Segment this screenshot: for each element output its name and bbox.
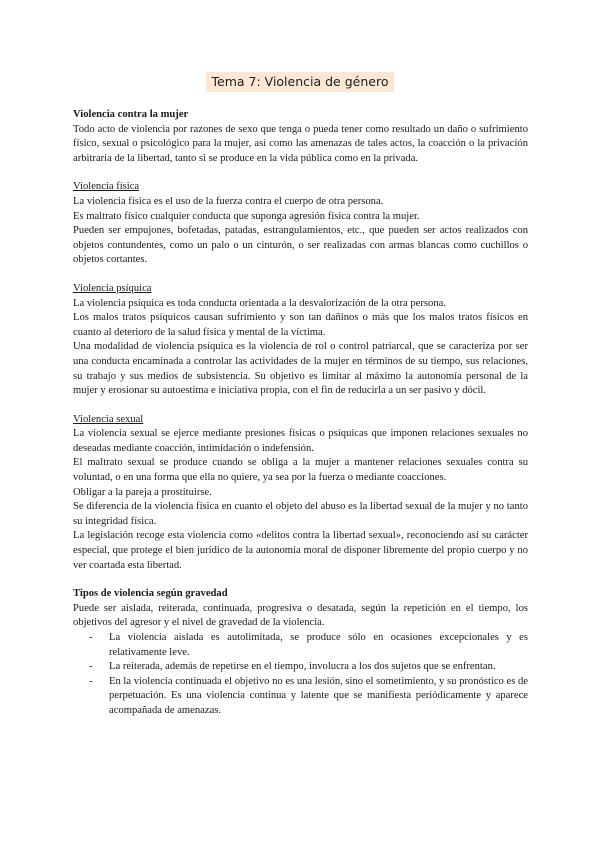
- bullet-marker: -: [89, 661, 93, 673]
- paragraph: La legislación recoge esta violencia como «delitos contra la libertad sexual», reconociendo así su carácter especial, que protege el bien jurídico de la autonomía moral de disponer libremente del propio cuerpo y no ver coartada esta libertad.: [73, 530, 528, 571]
- paragraph: Es maltrato físico cualquier conducta que suponga agresión física contra la mujer.: [73, 210, 420, 222]
- paragraph: Una modalidad de violencia psíquica es la violencia de rol o control patriarcal, que se caracteriza por ser una conducta encaminada a controlar las actividades de la mujer en términos de su tiempo, sus relaciones, su trabajo y sus medios de subsistencia. Su objetivo es limitar al máximo la autonomía personal de la mujer y erosionar su autoestima e iniciativa propia, con el fin de reducirla a un ser pasivo y dócil.: [73, 341, 528, 397]
- section-violencia-psiquica: [73, 282, 528, 399]
- paragraph: Se diferencia de la violencia física en cuanto el objeto del abuso es la libertad sexual de la mujer y no tanto su integridad física.: [73, 501, 528, 527]
- list-item: [73, 660, 528, 675]
- list-item-text: La reiterada, además de repetirse en el tiempo, involucra a los dos sujetos que se enfrentan.: [109, 661, 496, 673]
- paragraph: El maltrato sexual se produce cuando se obliga a la mujer a mantener relaciones sexuales contra su voluntad, o en una forma que ella no quiere, ya sea por la fuerza o mediante coacciones.: [73, 457, 528, 484]
- list-item: [73, 675, 528, 719]
- section-heading: Violencia psíquica: [73, 282, 152, 294]
- paragraph: Los malos tratos psíquicos causan sufrimiento y son tan dañinos o más que los malos tratos físicos en cuanto al deterioro de la salud física y mental de la víctima.: [73, 312, 528, 338]
- list-item-text: En la violencia continuada el objetivo no es una lesión, sino el sometimiento, y su pronóstico es de perpetuación. Es una violencia continua y latente que se manifiesta periódicamente y aparece acompañada de amenazas.: [109, 675, 528, 716]
- section-tipos-gravedad: [73, 587, 528, 718]
- paragraph: Todo acto de violencia por razones de sexo que tenga o pueda tener como resultado un daño o sufrimiento físico, sexual o psicológico para la mujer, así como las amenazas de tales actos, la coacción o la privación arbitraria de la libertad, tanto si se produce en la vida pública como en la privada.: [73, 123, 528, 164]
- list-item-text: La violencia aislada es autolimitada, se produce sólo en ocasiones excepcionales y es relativamente leve.: [109, 632, 528, 658]
- paragraph: Pueden ser empujones, bofetadas, patadas, estrangulamientos, etc., que pueden ser actos realizados con objetos contundentes, como un palo o un cinturón, o ser realizadas con armas blancas como cuchillos o objetos cortantes.: [73, 225, 528, 266]
- bullet-list: [73, 631, 528, 719]
- document-title: Tema 7: Violencia de género: [206, 72, 395, 92]
- paragraph: La violencia psíquica es toda conducta orientada a la desvalorización de la otra persona.: [73, 297, 446, 309]
- section-heading: Violencia contra la mujer: [73, 109, 189, 120]
- document-body: [73, 108, 528, 733]
- bullet-marker: -: [89, 632, 93, 643]
- paragraph: Obligar a la pareja a prostituirse.: [73, 486, 212, 498]
- paragraph: La violencia sexual se ejerce mediante presiones físicas o psíquicas que imponen relaciones sexuales no deseadas mediante coacción, intimidación o indefensión.: [73, 428, 528, 454]
- paragraph: Puede ser aislada, reiterada, continuada, progresiva o desatada, según la repetición en el tiempo, los objetivos del agresor y el nivel de gravedad de la violencia.: [73, 602, 528, 629]
- section-violencia-fisica: [73, 180, 528, 268]
- bullet-marker: -: [89, 675, 93, 687]
- section-violencia-mujer: [73, 108, 528, 166]
- title-wrap: [0, 72, 600, 92]
- section-heading: Tipos de violencia según gravedad: [73, 588, 228, 600]
- paragraph: La violencia física es el uso de la fuerza contra el cuerpo de otra persona.: [73, 195, 384, 207]
- list-item: [73, 631, 528, 660]
- section-heading: Violencia física: [73, 181, 140, 193]
- section-heading: Violencia sexual: [73, 413, 144, 425]
- section-violencia-sexual: [73, 413, 528, 574]
